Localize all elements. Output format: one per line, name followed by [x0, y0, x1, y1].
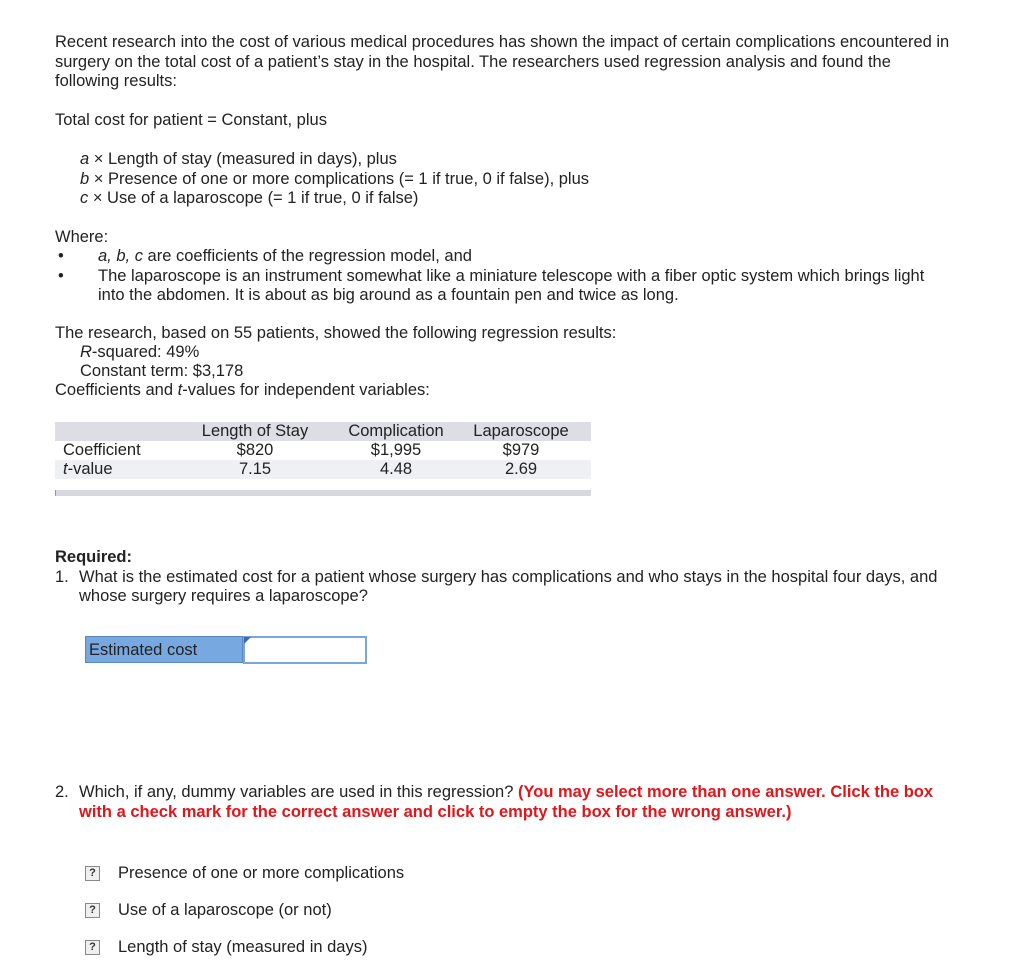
- bullet-item: [58, 267, 938, 306]
- bullet-item: [58, 247, 938, 267]
- table-header-row: [55, 422, 591, 441]
- formula-term-b: [80, 170, 930, 190]
- column-header: Laparoscope: [473, 422, 569, 440]
- required-section: [55, 548, 955, 607]
- table-cell: 4.48: [379, 460, 413, 478]
- question-2: [55, 783, 955, 822]
- checkbox-unknown-icon[interactable]: ?: [85, 903, 100, 918]
- coef-var: c: [80, 189, 89, 207]
- option-label: Length of stay (measured in days): [118, 938, 368, 956]
- term-text: × Use of a laparoscope (= 1 if true, 0 if false): [88, 189, 419, 207]
- option-label: Presence of one or more complications: [118, 864, 405, 882]
- column-header: Length of Stay: [201, 422, 309, 440]
- coef-var: a: [80, 150, 90, 168]
- formula-term-c: [80, 189, 930, 209]
- bullet-text: The laparoscope is an instrument somewhat like a miniature telescope with a fiber optic system which brings light into the abdomen. It is about as big around as a fountain pen and twice as long.: [98, 266, 925, 304]
- row-label: [63, 441, 141, 461]
- estimated-cost-input[interactable]: [245, 638, 365, 662]
- formula-term-a: [80, 150, 930, 170]
- question-number: 2.: [55, 783, 69, 801]
- option-label: Use of a laparoscope (or not): [118, 901, 332, 919]
- table-cell: 7.15: [238, 460, 272, 478]
- question-text: What is the estimated cost for a patient whose surgery has complications and who stays in the hospital four days, and whose surgery requires a laparoscope?: [79, 567, 938, 605]
- table-bottom-rule: [55, 490, 591, 496]
- coef-label-text: -values for independent variables:: [182, 381, 430, 399]
- row-label: [63, 460, 113, 480]
- term-text: × Length of stay (measured in days), plus: [89, 150, 397, 168]
- coef-vars: a, b, c: [98, 247, 143, 265]
- term-text: × Presence of one or more complications (= 1 if true, 0 if false), plus: [89, 169, 590, 188]
- table-cell: 2.69: [504, 460, 538, 478]
- question-2-body: [55, 783, 955, 822]
- r-letter: R: [80, 343, 92, 361]
- field-marker-icon: [244, 637, 251, 644]
- formula-terms: [80, 150, 930, 209]
- r-value: -squared: 49%: [91, 343, 200, 361]
- question-number: 1.: [55, 567, 69, 586]
- required-title: Required:: [55, 548, 133, 566]
- estimated-cost-field[interactable]: [243, 636, 367, 664]
- t-letter: t: [177, 381, 183, 399]
- research-summary: The research, based on 55 patients, showed the following regression results:: [55, 324, 617, 342]
- where-bullets: [58, 247, 938, 306]
- coefficients-label: [55, 381, 955, 401]
- constant-term: Constant term: $3,178: [80, 362, 244, 380]
- row-label-text: Coefficient: [63, 441, 141, 459]
- table-cell: $1,995: [370, 441, 422, 459]
- bullet-icon: •: [58, 266, 64, 285]
- intro-paragraph: Recent research into the cost of various medical procedures has shown the impact of certain complications encountered in surgery on the total cost of a patient’s stay in the hospital. The researchers used regression analysis and found the following results:: [55, 33, 950, 90]
- formula-head: Total cost for patient = Constant, plus: [55, 111, 327, 129]
- coef-label-text: Coefficients and: [55, 381, 178, 399]
- regression-table: [55, 422, 591, 479]
- estimated-cost-label: Estimated cost: [85, 636, 243, 663]
- table-cell: $820: [236, 441, 274, 459]
- where-label: Where:: [55, 228, 109, 246]
- bullet-icon: •: [58, 247, 64, 265]
- row-label-italic: t: [63, 460, 68, 478]
- table-row: [55, 460, 591, 479]
- question-instructions: (You may select more than one answer. Click the box with a check mark for the correct answer and click to empty the box for the wrong answer.): [79, 783, 934, 821]
- column-header: Complication: [348, 422, 444, 440]
- bullet-text: are coefficients of the regression model, and: [142, 247, 472, 265]
- table-cell: $979: [502, 441, 540, 459]
- checkbox-unknown-icon[interactable]: ?: [85, 940, 100, 955]
- question-1: [55, 568, 955, 607]
- r-squared: [80, 343, 199, 363]
- table-row: [55, 441, 591, 460]
- checkbox-unknown-icon[interactable]: ?: [85, 866, 100, 881]
- coef-var: b: [80, 169, 90, 188]
- row-label-text: -value: [67, 460, 113, 478]
- question-text: Which, if any, dummy variables are used in this regression?: [79, 783, 518, 801]
